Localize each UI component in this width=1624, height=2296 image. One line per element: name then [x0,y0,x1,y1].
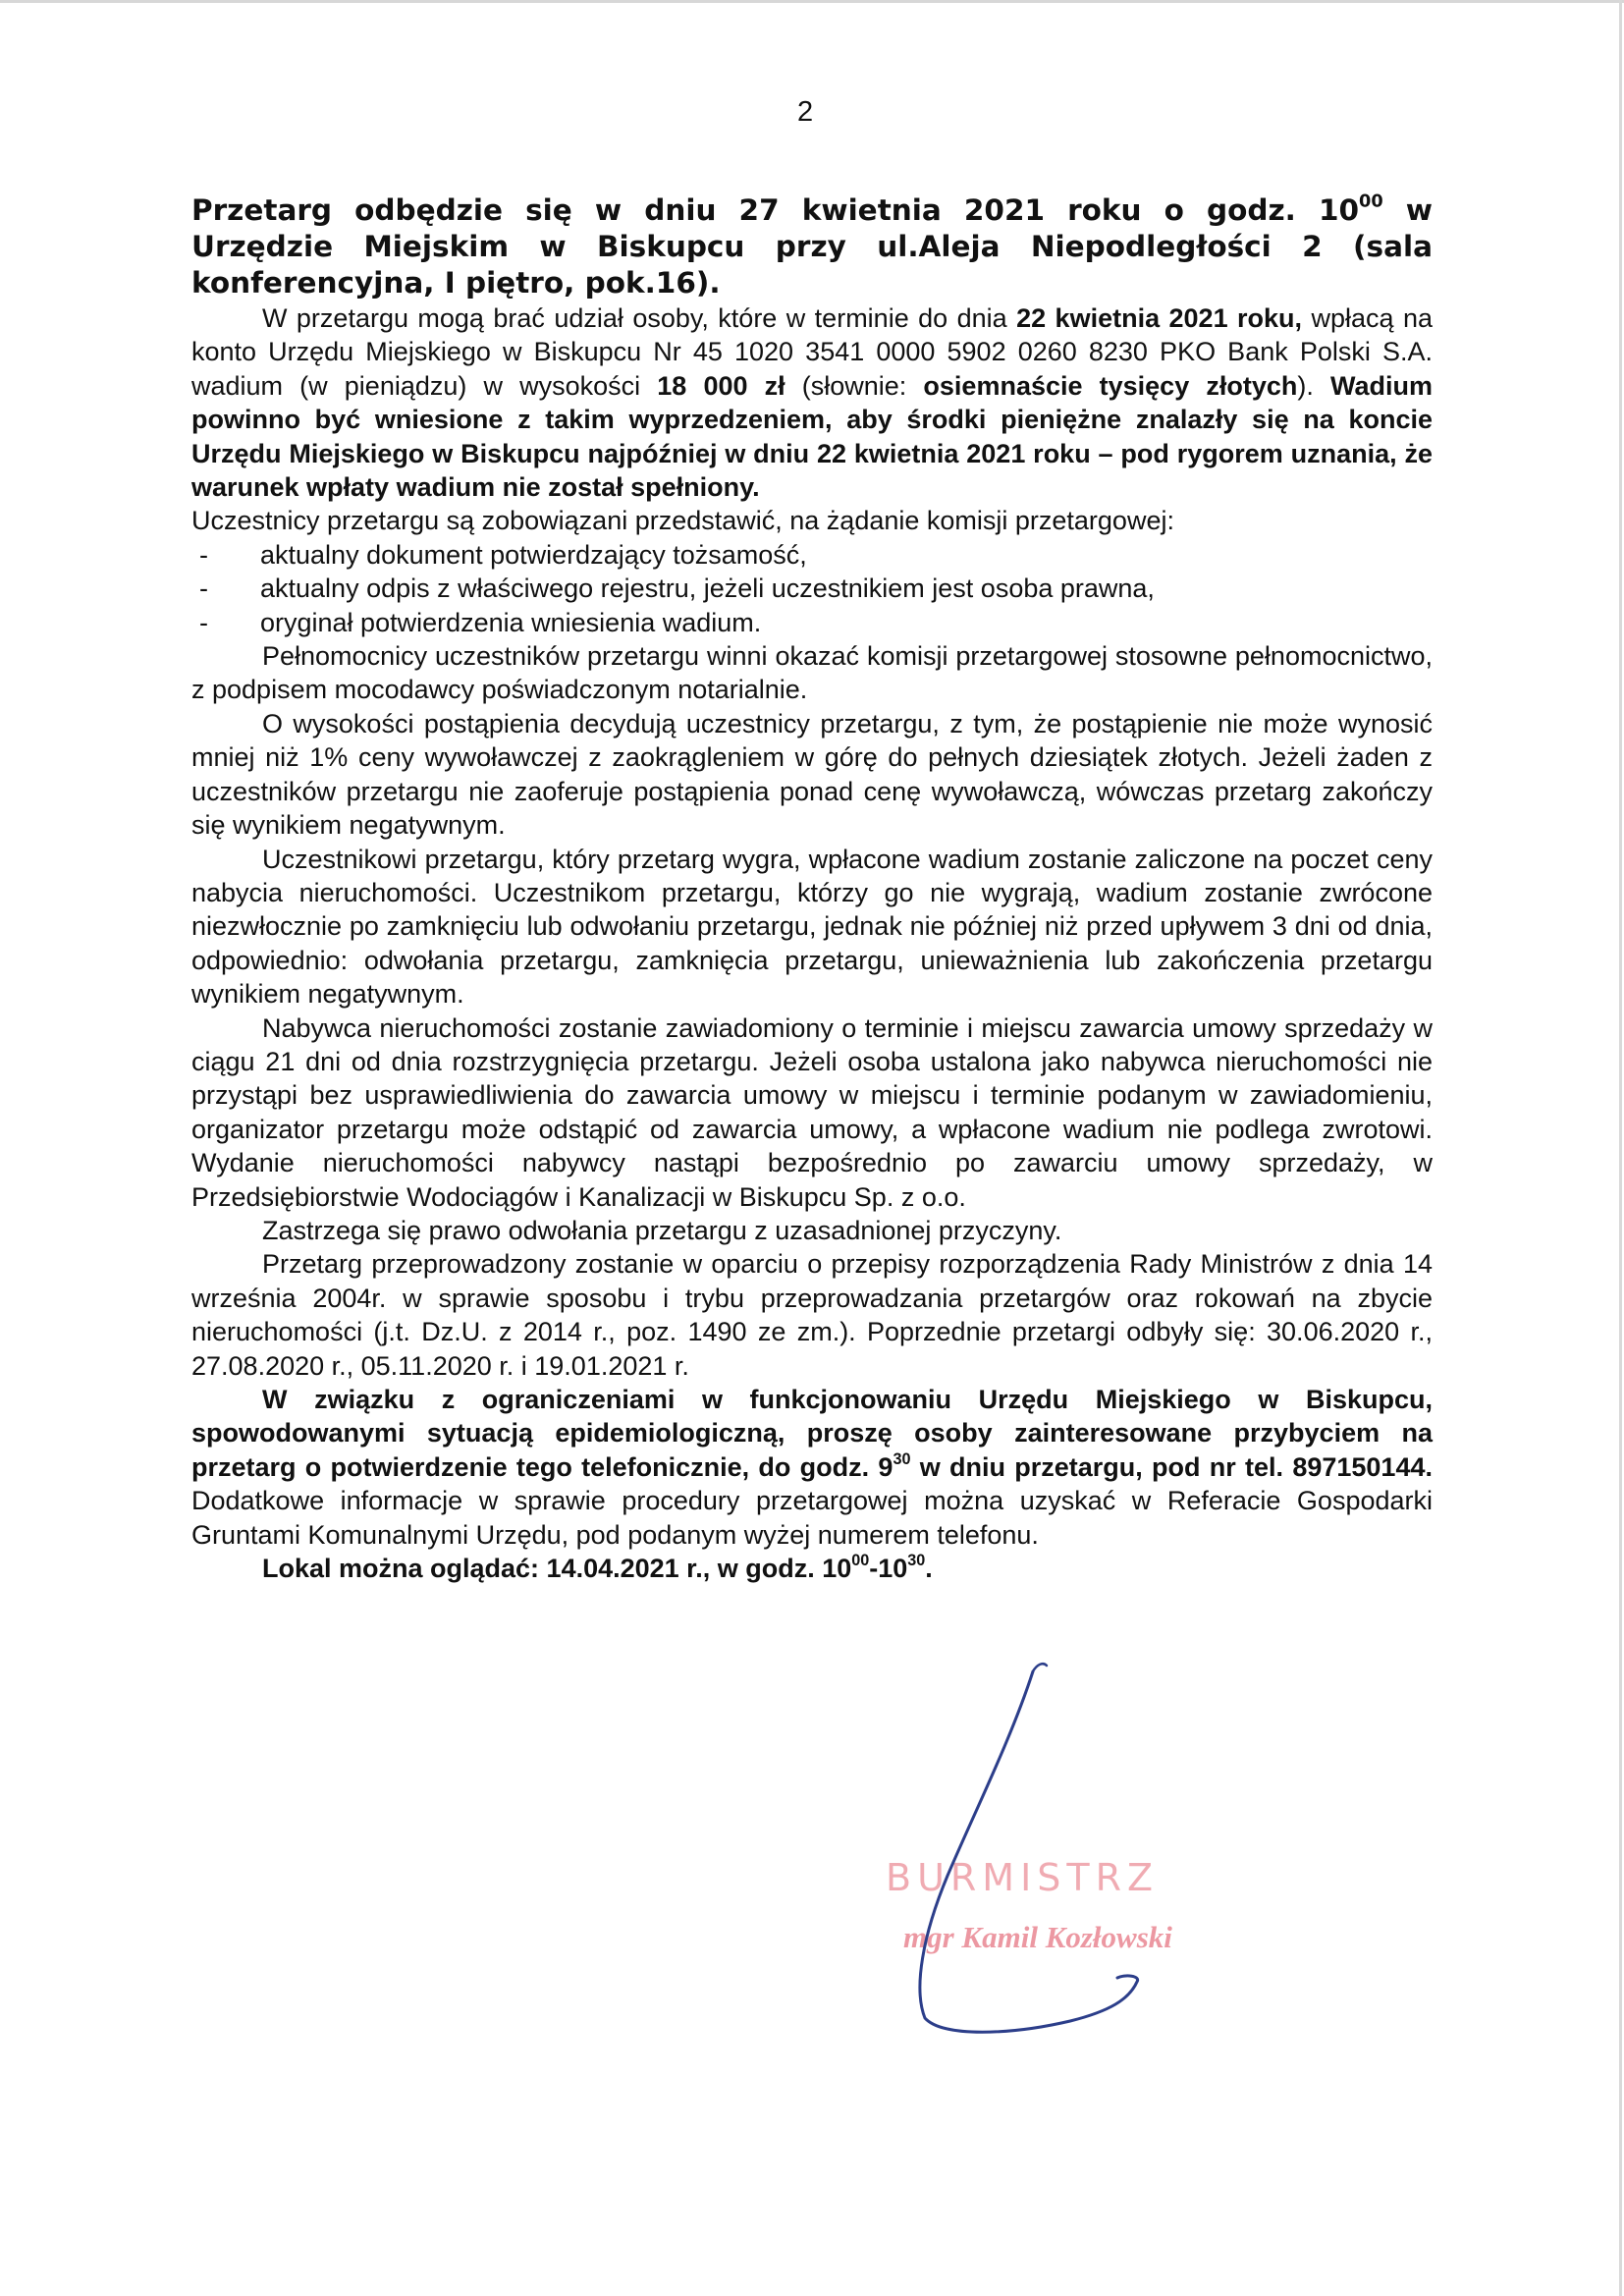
viewing-text: Lokal można oglądać: 14.04.2021 r., w godz. 10 [262,1554,852,1584]
heading-time-superscript: 00 [1359,191,1383,212]
list-item: - oryginał potwierdzenia wniesienia wadium. [260,606,1433,639]
buyer-paragraph: Nabywca nieruchomości zostanie zawiadomiony o terminie i miejscu zawarcia umowy sprzedaży w ciągu 21 dni od dnia rozstrzygnięcia przetargu. Jeżeli osoba ustalona jako nabywca nieruchomości nie przystąpi bez usprawiedliwienia do zawarcia umowy w miejscu i terminie podanym w zawiadomieniu, organizator przetargu może odstąpić od zawarcia umowy, a wpłacone wadium nie podlega zwrotowi. Wydanie nieruchomości nabywcy nastąpi bezpośrednio po zawarciu umowy sprzedaży, w Przedsiębiorstwie Wodociągów i Kanalizacji w Biskupcu Sp. z o.o. [191,1012,1433,1212]
list-item: - aktualny odpis z właściwego rejestru, jeżeli uczestnikiem jest osoba prawna, [260,572,1433,605]
participants-intro: Uczestnicy przetargu są zobowiązani przedstawić, na żądanie komisji przetargowej: [191,506,1174,536]
stamp-name: mgr Kamil Kozłowski [903,1920,1172,1954]
stamp-title: BURMISTRZ [886,1856,1160,1899]
viewing-start-superscript: 00 [851,1551,870,1569]
wadium-account: wpłacą na konto Urzędu Miejskiego w Biskupcu Nr 45 1020 3541 0000 5902 0260 8230 PKO Bank Polski S.A. wadium (w pieniądzu) w wysokości [191,303,1433,401]
scan-border-top [0,0,1624,3]
heading-text-1: Przetarg odbędzie się w dniu 27 kwietnia 2021 roku o godz. 10 [191,193,1360,227]
viewing-period: . [925,1554,933,1584]
wadium-deadline: 22 kwietnia 2021 roku, [1016,303,1303,333]
notice-time-superscript: 30 [893,1449,911,1468]
list-item: - aktualny dokument potwierdzający tożsamość, [260,538,1433,572]
viewing-paragraph [191,1552,1433,1585]
wadium-amount-words: osiemnaście tysięcy [923,370,1190,401]
epidemic-notice-paragraph [191,1383,1433,1552]
wadium-condition: Wadium powinno być wniesione z takim wyprzedzeniem, aby środki pieniężne znalazły się na koncie Urzędu Miejskiego w Biskupcu najpóźniej w dniu 22 kwietnia 2021 roku – pod rygorem uznania, że warunek wpłaty wadium nie został spełniony. [191,370,1433,503]
proxy-paragraph: Pełnomocnicy uczestników przetargu winni okazać komisji przetargowej stosowne pełnomocnictwo, z podpisem mocodawcy poświadczonym notarialnie. [191,641,1433,705]
wadium-text-5: ). [1297,370,1330,401]
required-documents-list [191,538,1433,639]
legal-basis-paragraph: Przetarg przeprowadzony zostanie w oparciu o przepisy rozporządzenia Rady Ministrów z dnia 14 września 2004r. w sprawie sposobu i trybu przeprowadzania przetargów oraz rokowań na zbycie nieruchomości (j.t. Dz.U. z 2014 r., poz. 1490 ze zm.). Poprzednie przetargi odbyły się: 30.06.2020 r., 27.08.2020 r., 05.11.2020 r. i 19.01.2021 r. [191,1249,1433,1381]
handwritten-signature [864,1650,1276,2043]
tender-heading [191,192,1433,301]
viewing-end-hour: -10 [869,1554,908,1584]
page-number: 2 [797,96,814,128]
scan-border-right [1619,0,1622,2296]
notice-text-1: W związku z ograniczeniami w funkcjonowaniu Urzędu Miejskiego w Biskupcu, spowodowanymi sytuacją epidemiologiczną, proszę osoby zainteresowane przybyciem na przetarg o potwierdzenie tego telefonicznie, do godz. 9 [191,1385,1433,1482]
refund-paragraph: Uczestnikowi przetargu, który przetarg wygra, wpłacone wadium zostanie zaliczone na poczet ceny nabycia nieruchomości. Uczestnikom przetargu, którzy go nie wygrają, wadium zostanie zwrócone niezwłocznie po zamknięciu lub odwołaniu przetargu, jednak nie później niż przed upływem 3 dni od dnia, odpowiednio: odwołania przetargu, zamknięcia przetargu, unieważnienia lub zakończenia przetargu wynikiem negatywnym. [191,844,1433,1010]
wadium-text-1: W przetargu mogą brać udział osoby, które w terminie do dnia [262,303,1017,333]
notice-phone: w dniu przetargu, pod nr tel. 897150144. [910,1451,1433,1482]
cancel-paragraph: Zastrzega się prawo odwołania przetargu z uzasadnionej przyczyny. [262,1215,1062,1245]
bidding-paragraph: O wysokości postąpienia decydują uczestnicy przetargu, z tym, że postąpienie nie może wynosić mniej niż 1% ceny wywoławczej z zaokrągleniem w górę do pełnych dziesiątek złotych. Jeżeli żaden z uczestników przetargu nie zaoferuje postąpienia ponad cenę wywoławczą, wówczas przetarg zakończy się wynikiem negatywnym. [191,708,1433,841]
heading-text-2: w Urzędzie Miejskim w Biskupcu przy ul.Aleja Niepodległości 2 (sala konferencyjna, I piętro, pok.16). [191,193,1433,300]
wadium-currency-word: złotych [1189,370,1298,401]
wadium-text-3: (słownie: [785,370,924,401]
notice-info: Dodatkowe informacje w sprawie procedury przetargowej można uzyskać w Referacie Gospodarki Gruntami Komunalnymi Urzędu, pod podanym wyżej numerem telefonu. [191,1486,1433,1550]
viewing-end-superscript: 30 [907,1551,926,1569]
wadium-amount: 18 000 zł [657,370,785,401]
document-body [191,192,1433,1585]
wadium-paragraph [191,301,1433,504]
